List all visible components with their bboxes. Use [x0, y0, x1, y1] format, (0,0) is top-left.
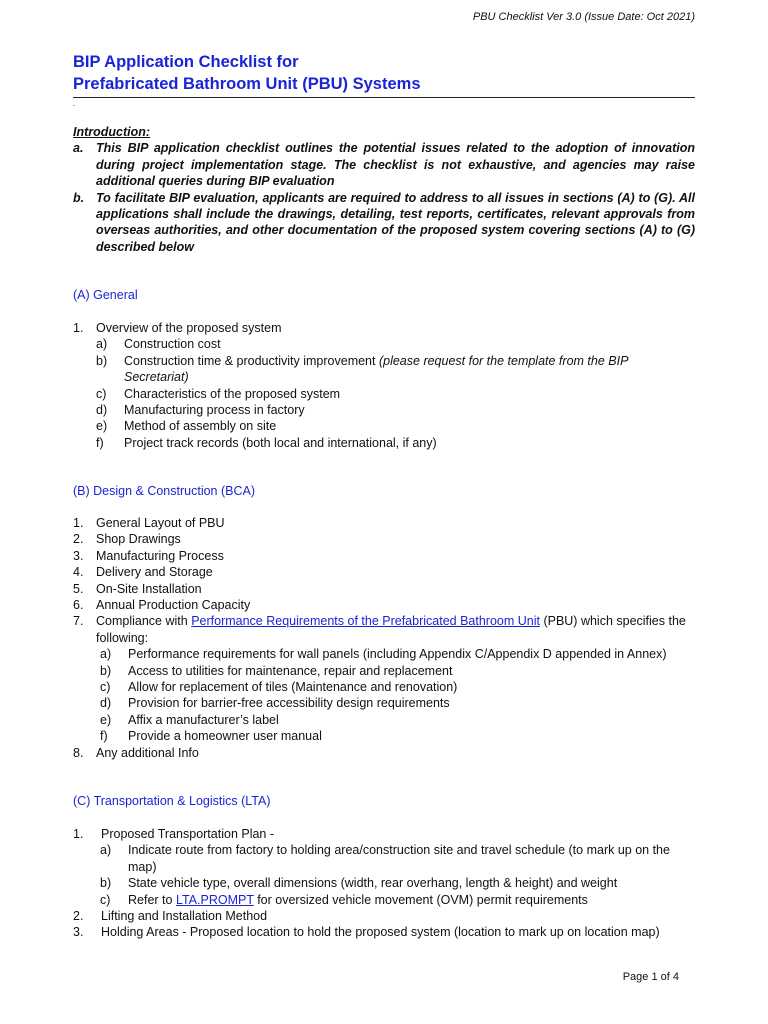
list-text: General Layout of PBU: [96, 516, 225, 530]
list-text: [96, 613, 695, 646]
sub-text: Access to utilities for maintenance, repair and replacement: [128, 663, 453, 678]
list-text: Overview of the proposed system: [96, 321, 282, 335]
list-item: [73, 745, 695, 761]
section-a-list: [73, 320, 695, 451]
sub-text: Affix a manufacturer’s label: [128, 712, 279, 727]
sub-marker: a): [96, 337, 108, 352]
sub-marker: f): [96, 435, 104, 450]
sub-text-main: Construction time & productivity improvement: [124, 353, 376, 368]
page-number: Page 1 of 4: [622, 971, 679, 983]
sub-marker: a): [100, 843, 112, 858]
sub-marker: b): [100, 663, 112, 678]
sub-item: [73, 386, 695, 402]
sub-text: Method of assembly on site: [124, 419, 277, 434]
list-item: [73, 531, 695, 547]
item7-suffix: (PBU) which specifies the following:: [96, 614, 686, 645]
sub-text: Project track records (both local and international, if any): [124, 435, 437, 450]
sub-marker: f): [100, 729, 108, 744]
sub-text: [128, 892, 695, 908]
list-item: [73, 515, 695, 531]
sub-c-prefix: Refer to: [128, 892, 176, 907]
introduction: [73, 124, 695, 255]
intro-item: [73, 190, 695, 256]
sub-c-suffix: for oversized vehicle movement (OVM) permit requirements: [253, 892, 588, 907]
list-item: [73, 548, 695, 564]
sub-text: Allow for replacement of tiles (Maintenance and renovation): [128, 680, 458, 695]
list-text: Holding Areas - Proposed location to hold the proposed system (location to mark up on location map): [101, 925, 660, 940]
sub-text: Manufacturing process in factory: [124, 403, 305, 418]
list-text: Delivery and Storage: [96, 565, 213, 580]
list-item: [73, 924, 695, 940]
list-marker: 7.: [73, 614, 84, 629]
section-c-heading: (C) Transportation & Logistics (LTA): [73, 794, 271, 808]
sub-item: [73, 695, 695, 711]
list-marker: 2.: [73, 909, 84, 924]
sub-text: Characteristics of the proposed system: [124, 386, 341, 401]
list-marker: 1.: [73, 516, 84, 530]
title-line-1: BIP Application Checklist for: [73, 53, 299, 71]
list-marker: 3.: [73, 548, 84, 563]
section-b-list: [73, 515, 695, 761]
sub-text: Construction cost: [124, 337, 221, 352]
list-marker: 8.: [73, 745, 84, 760]
sub-item: [73, 353, 695, 386]
sub-marker: b): [96, 353, 108, 368]
sub-text: Indicate route from factory to holding area/construction site and travel schedule (to mark up on the map): [128, 843, 670, 874]
list-marker: 6.: [73, 598, 84, 613]
intro-marker: a.: [73, 141, 84, 156]
list-item: [73, 908, 695, 924]
title-line-2: Prefabricated Bathroom Unit (PBU) Systems: [73, 75, 421, 93]
page-title: [73, 51, 695, 98]
list-item: [73, 826, 695, 842]
sub-marker: c): [100, 892, 111, 907]
sub-marker: d): [100, 696, 112, 711]
sub-marker: a): [100, 647, 112, 662]
sub-marker: e): [100, 712, 112, 727]
sub-text-note: (please request for the template from the BIP Secretariat): [124, 353, 628, 385]
sub-marker: e): [96, 419, 108, 434]
list-text: Shop Drawings: [96, 532, 181, 547]
section-c-list: [73, 826, 695, 941]
list-marker: 1.: [73, 321, 84, 335]
section-a-heading: (A) General: [73, 288, 138, 302]
list-item: [73, 320, 695, 336]
list-text: Proposed Transportation Plan -: [101, 827, 275, 841]
sub-text: Performance requirements for wall panels (including Appendix C/Appendix D appended in Annex): [128, 647, 667, 662]
intro-item: [73, 140, 695, 189]
sub-item: [73, 435, 695, 451]
sub-text: State vehicle type, overall dimensions (width, rear overhang, length & height) and weight: [128, 876, 618, 891]
sub-item: [73, 646, 695, 662]
list-item: [73, 581, 695, 597]
list-item: [73, 597, 695, 613]
sub-marker: b): [100, 876, 112, 891]
sub-item: [73, 712, 695, 728]
item7-prefix: Compliance with: [96, 614, 192, 629]
list-text: Lifting and Installation Method: [101, 909, 268, 924]
list-text: Manufacturing Process: [96, 548, 224, 563]
sub-item: [73, 842, 695, 875]
list-marker: 3.: [73, 925, 84, 940]
sub-item: [73, 418, 695, 434]
list-marker: 2.: [73, 532, 84, 547]
sub-marker: c): [96, 386, 107, 401]
list-text: Annual Production Capacity: [96, 598, 251, 613]
sub-item: [73, 402, 695, 418]
list-item: [73, 564, 695, 580]
section-b-heading: (B) Design & Construction (BCA): [73, 484, 256, 498]
introduction-heading: Introduction:: [73, 125, 151, 139]
sub-marker: d): [96, 403, 108, 418]
sub-marker: c): [100, 680, 111, 695]
list-text: On-Site Installation: [96, 581, 202, 596]
lta-prompt-link[interactable]: LTA.PROMPT: [175, 892, 254, 907]
sub-item: [73, 875, 695, 891]
sub-item: [73, 663, 695, 679]
intro-marker: b.: [73, 190, 85, 205]
document-version: PBU Checklist Ver 3.0 (Issue Date: Oct 2021): [472, 11, 695, 23]
intro-text: This BIP application checklist outlines the potential issues related to the adoption of innovation during project implementation stage. The checklist is not exhaustive, and agencies may raise additional queries during BIP evaluation: [96, 141, 695, 189]
sub-item: [73, 336, 695, 352]
list-text: Any additional Info: [96, 745, 199, 760]
sub-text: [124, 353, 695, 386]
list-marker: 5.: [73, 581, 84, 596]
sub-item: [73, 892, 695, 908]
list-marker: 1.: [73, 827, 84, 841]
sub-text: Provide a homeowner user manual: [128, 729, 322, 744]
list-item: [73, 613, 695, 646]
list-marker: 4.: [73, 565, 84, 580]
pbu-requirements-link[interactable]: Performance Requirements of the Prefabricated Bathroom Unit: [191, 614, 540, 629]
intro-text: To facilitate BIP evaluation, applicants are required to address to all issues in sections (A) to (G). All applications shall include the drawings, detailing, test reports, certificates, relevant approvals from overseas authorities, and other documentation of the proposed system covering sections (A) to (G) described below: [96, 190, 695, 254]
sub-text: Provision for barrier-free accessibility design requirements: [128, 696, 450, 711]
sub-item: [73, 728, 695, 744]
stray-dot: .: [73, 99, 76, 108]
sub-item: [73, 679, 695, 695]
